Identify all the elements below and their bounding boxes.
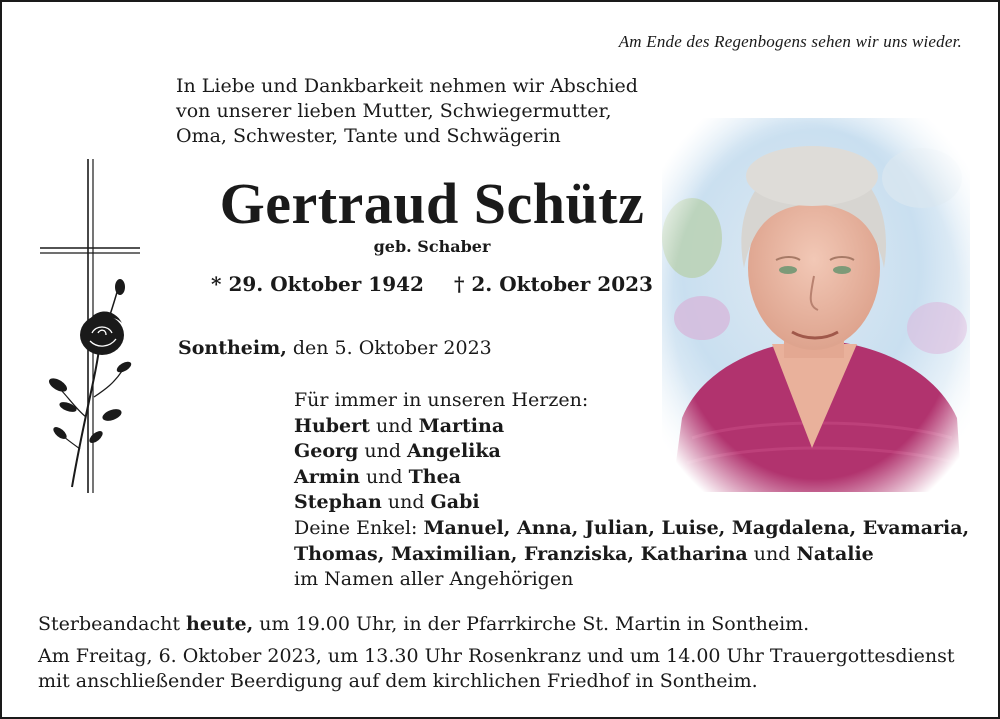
family-couple (294, 490, 984, 516)
service-line: mit anschließender Beerdigung auf dem kirchlichen Friedhof in Sontheim. (38, 670, 758, 692)
grandchildren-line (294, 516, 984, 542)
family-name: Martina (418, 414, 505, 437)
maiden-name: geb. Schaber (373, 237, 491, 256)
family-list (294, 388, 984, 593)
family-name: Stephan (294, 491, 382, 514)
family-couple (294, 465, 984, 491)
service-text: um 19.00 Uhr, in der Pfarrkirche St. Martin in Sontheim. (259, 613, 810, 635)
family-closing: im Namen aller Angehörigen (294, 568, 574, 591)
place-date-text: den 5. Oktober 2023 (292, 337, 492, 359)
service-line: Am Freitag, 6. Oktober 2023, um 13.30 Uhr Rosenkranz und um 14.00 Uhr Trauergottesdienst (38, 645, 955, 667)
family-name: Hubert (294, 414, 370, 437)
conjunction: und (753, 542, 791, 565)
conjunction: und (375, 414, 413, 437)
conjunction: und (365, 465, 403, 488)
grandchildren-names: Natalie (796, 542, 874, 565)
place-city: Sontheim, (178, 337, 287, 359)
place-date (178, 337, 492, 359)
birth-date: * 29. Oktober 1942 (211, 272, 424, 296)
family-name: Thea (408, 465, 461, 488)
family-name: Georg (294, 440, 359, 463)
intro-text (176, 74, 696, 149)
service-emphasis: heute, (186, 613, 254, 635)
service-line (38, 612, 978, 637)
family-couple (294, 439, 984, 465)
deceased-name: Gertraud Schütz (219, 171, 645, 236)
grandchildren-line (294, 542, 984, 568)
conjunction: und (387, 491, 425, 514)
death-date: † 2. Oktober 2023 (453, 272, 653, 296)
intro-line: Oma, Schwester, Tante und Schwägerin (176, 125, 561, 147)
family-couple (294, 414, 984, 440)
family-name: Armin (294, 465, 360, 488)
grandchildren-names: Manuel, Anna, Julian, Luise, Magdalena, Evamaria, (423, 516, 970, 539)
grandchildren-names: Thomas, Maximilian, Franziska, Katharina (294, 542, 748, 565)
intro-line: In Liebe und Dankbarkeit nehmen wir Abschied (176, 75, 638, 97)
family-name: Gabi (430, 491, 480, 514)
grandchildren-label: Deine Enkel: (294, 516, 418, 539)
life-dates (142, 272, 722, 296)
family-name: Angelika (407, 440, 501, 463)
service-text: Sterbeandacht (38, 613, 180, 635)
cross-with-rose-icon (36, 157, 146, 497)
conjunction: und (364, 440, 401, 463)
intro-line: von unserer lieben Mutter, Schwiegermutter, (176, 100, 612, 122)
motto: Am Ende des Regenbogens sehen wir uns wieder. (618, 32, 962, 51)
service-info (38, 612, 978, 694)
family-heading: Für immer in unseren Herzen: (294, 389, 589, 411)
